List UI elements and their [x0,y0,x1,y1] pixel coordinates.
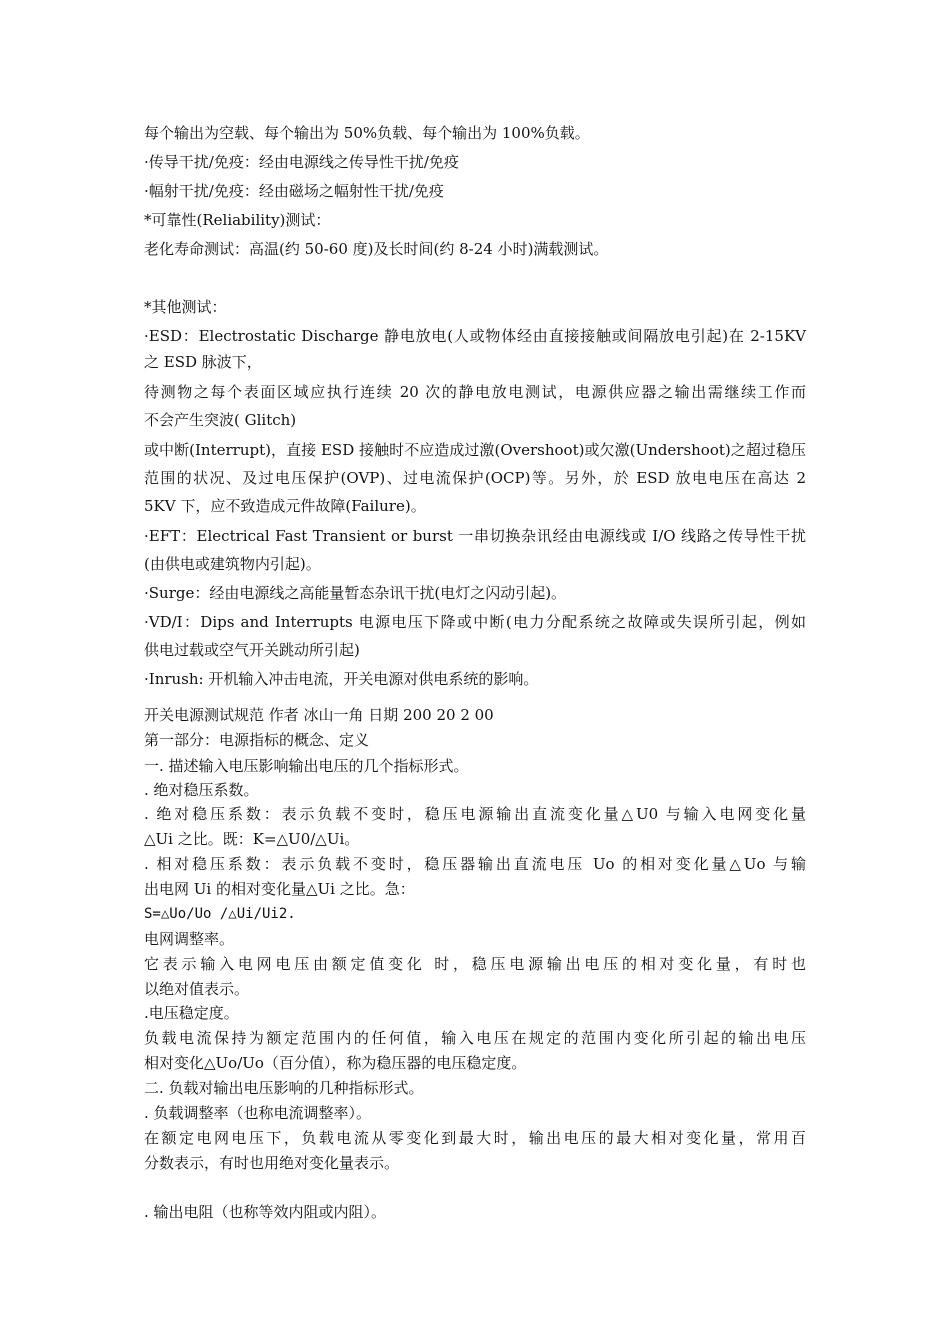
section-heading: 一. 描述输入电压影响输出电压的几个指标形式。 [144,757,469,775]
text-line: 供电过载或空气开关跳动所引起) [144,641,360,659]
text-line: ·传导干扰/免疫：经由电源线之传导性干扰/免疫 [144,153,459,171]
part-title: 第一部分：电源指标的概念、定义 [144,731,370,749]
text-line: . 输出电阻（也称等效内阻或内阻）。 [144,1203,387,1221]
text-line: 以绝对值表示。 [144,980,250,998]
text-line: 负载电流保持为额定范围内的任何值，输入电压在规定的范围内变化所引起的输出电压 [144,1029,806,1047]
formula: S=△Uo/Uo /△Ui/Ui2. [144,906,296,922]
text-line: ·EFT：Electrical Fast Transient or burst 一串切换杂讯经由电源线或 I/O 线路之传导性干扰 [144,527,806,545]
text-line: ·Surge：经由电源线之高能量暂态杂讯干扰(电灯之闪动引起)。 [144,584,567,602]
text-line: 待测物之每个表面区域应执行连续 20 次的静电放电测试，电源供应器之输出需继续工作而 [144,383,806,401]
text-line: 电网调整率。 [144,930,235,948]
text-line: . 绝对稳压系数。 [144,781,259,799]
text-line: 在额定电网电压下，负载电流从零变化到最大时，输出电压的最大相对变化量，常用百 [144,1129,806,1147]
section-heading: 二. 负载对输出电压影响的几种指标形式。 [144,1079,424,1097]
text-line: 它表示输入电网电压由额定值变化 时，稳压电源输出电压的相对变化量，有时也 [144,955,806,973]
article-header: 开关电源测试规范 作者 冰山一角 日期 200 20 2 00 [144,706,494,724]
text-line: 不会产生突波( Glitch) [144,411,297,429]
section-heading: *其他测试： [144,298,227,316]
text-line: ·ESD：Electrostatic Discharge 静电放电(人或物体经由直接接触或间隔放电引起)在 2-15KV [144,327,806,345]
text-line: 出电网 Ui 的相对变化量△Ui 之比。急： [144,880,415,898]
text-line: 范围的状况、及过电压保护(OVP)、过电流保护(OCP)等。另外，於 ESD 放电电压在高达 2 [144,469,806,487]
text-line: 每个输出为空载、每个输出为 50%负载、每个输出为 100%负载。 [144,124,590,142]
text-line: (由供电或建筑物内引起)。 [144,555,321,573]
text-line: ·VD/I：Dips and Interrupts 电源电压下降或中断(电力分配系统之故障或失误所引起，例如 [144,613,806,631]
text-line: 之 ESD 脉波下， [144,353,262,371]
text-line: △Ui 之比。既：K=△U0/△Ui。 [144,830,360,848]
text-line: ·Inrush: 开机输入冲击电流，开关电源对供电系统的影响。 [144,670,539,688]
text-line: . 相对稳压系数：表示负载不变时，稳压器输出直流电压 Uo 的相对变化量△Uo 与输 [144,855,806,873]
text-line: 相对变化△Uo/Uo（百分值），称为稳压器的电压稳定度。 [144,1054,527,1072]
text-line: 或中断(Interrupt)，直接 ESD 接触时不应造成过激(Overshoot)或欠激(Undershoot)之超过稳压 [144,441,806,459]
text-line: 分数表示，有时也用绝对变化量表示。 [144,1154,400,1172]
text-line: . 负载调整率（也称电流调整率）。 [144,1104,372,1122]
text-line: ·幅射干扰/免疫：经由磁场之幅射性干扰/免疫 [144,182,444,200]
text-line: *可靠性(Reliability)测试： [144,211,331,229]
text-line: 老化寿命测试：高温(约 50-60 度)及长时间(约 8-24 小时)满载测试。 [144,240,609,258]
text-line: . 绝对稳压系数：表示负载不变时，稳压电源输出直流变化量△U0 与输入电网变化量 [144,805,806,823]
text-line: .电压稳定度。 [144,1004,239,1022]
text-line: 5KV 下，应不致造成元件故障(Failure)。 [144,497,426,515]
